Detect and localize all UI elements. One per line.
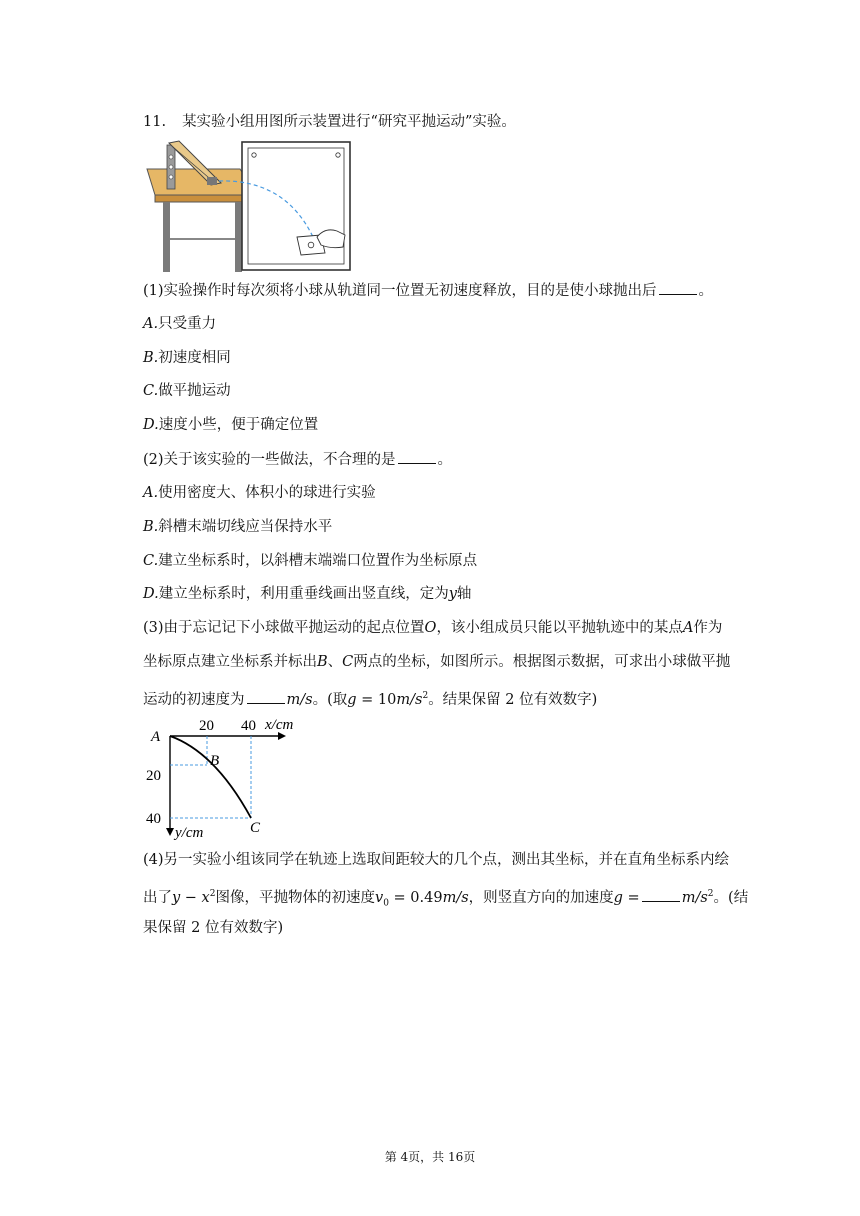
x-axis-label: x/cm [265,717,294,733]
part1-option-c: C.做平抛运动 [143,383,231,399]
point-c-label: C [250,820,261,836]
hand [317,230,345,248]
question-number: 11. [143,114,167,130]
part1-stem: (1)实验操作时每次须将小球从轨道同一位置无初速度释放，目的是使小球抛出后 。 [143,280,713,301]
y-tick-20: 20 [146,768,161,784]
part1-option-b: B.初速度相同 [143,350,231,366]
point-b-label: B [210,753,220,769]
answer-blank[interactable] [659,280,697,295]
y-tick-40: 40 [146,811,161,827]
part2-option-d: D.建立坐标系时，利用重垂线画出竖直线，定为y轴 [143,586,472,602]
trajectory-curve [170,736,251,818]
y-axis-label: y/cm [175,825,204,841]
part2-option-a: A.使用密度大、体积小的球进行实验 [143,485,376,501]
part4-line3: 果保留 2 位有效数字) [143,920,284,936]
part1-option-d: D.速度小些，便于确定位置 [143,417,319,433]
part3-line2: 坐标原点建立坐标系并标出B、C两点的坐标，如图所示。根据图示数据，可求出小球做平抛 [143,654,731,670]
table-leg [163,202,170,272]
question-intro [143,112,516,132]
white-board [242,142,350,270]
table-leg [235,202,242,272]
part2-option-b: B.斜槽末端切线应当保持水平 [143,519,333,535]
part4-line1: (4)另一实验小组该同学在轨迹上选取间距较大的几个点，测出其坐标，并在直角坐标系内绘 [143,852,730,868]
coordinate-graph [140,712,310,842]
part1-option-a: A.只受重力 [143,316,217,332]
x-tick-20: 20 [199,718,214,734]
x-tick-40: 40 [241,718,256,734]
part4-line2: 出了$y - x^2$图像，平抛物体的初速度$v_0 = 0.49m/s$，则竖直方向的加速度$g = m/s^2$。(结 [143,884,748,914]
answer-blank[interactable] [247,689,285,704]
part3-line1: (3)由于忘记记下小球做平抛运动的起点位置O，该小组成员只能以平抛轨迹中的某点A作为 [143,620,723,636]
answer-blank[interactable] [642,887,680,902]
part2-stem: (2)关于该实验的一些做法，不合理的是 。 [143,449,452,470]
x-axis-arrow [278,732,286,740]
point-a-label: A [151,729,161,745]
part2-option-c: C.建立坐标系时，以斜槽末端端口位置作为坐标原点 [143,553,478,569]
apparatus-illustration [145,139,355,273]
y-axis-arrow [166,828,174,836]
page-footer: 第 4页，共 16页 [384,1150,476,1164]
answer-blank[interactable] [398,449,436,464]
question-intro-text: 某实验小组用图所示装置进行“研究平抛运动”实验。 [182,114,516,130]
part3-line3: 运动的初速度为 m/s。(取$g = 10m/s^2$。结果保留 2 位有效数字) [143,686,597,710]
